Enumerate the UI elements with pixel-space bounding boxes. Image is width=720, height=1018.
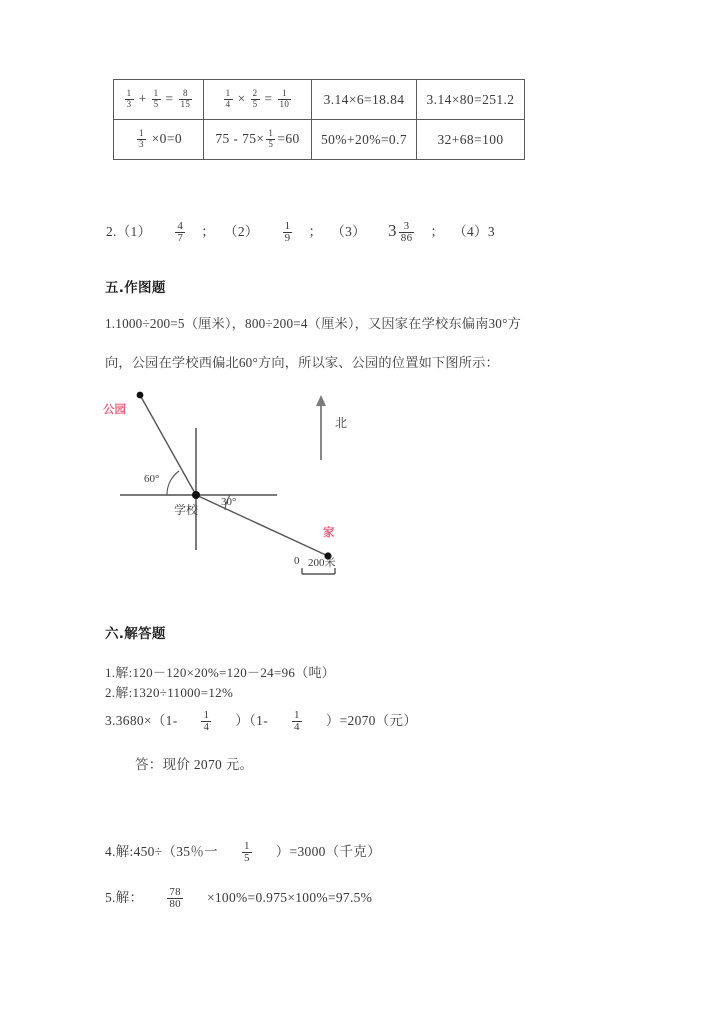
direction-diagram [95,378,395,583]
fraction-3-86: $\frac{3}{86}$ [400,219,413,244]
north-arrow-head [316,395,326,406]
diagram-svg [95,378,395,583]
fraction-78-80: $\frac{78}{80}$ [169,885,181,910]
table-cell-r2c2 [204,120,312,160]
table-row [114,80,525,120]
fraction-1-3: $\frac{1}{3}$ [138,128,144,149]
semicolon-3: ； [430,224,445,239]
section-6-item-1: 1.解:120－120×20%=120－24=96（吨） [105,665,336,680]
ray-to-home [196,495,328,556]
item-2-label: 2. [106,224,117,239]
item-3-suffix: ）=2070（元） [325,713,418,728]
fraction-1-3: $\frac{1}{3}$ [126,88,132,109]
fraction-8-15: $\frac{8}{15}$ [180,88,191,109]
table-cell-r1c4: 3.14×80=251.2 [417,80,525,120]
section-6-item-2: 2.解:1320÷11000=12% [105,685,234,700]
operator-equals: = [264,90,273,106]
fraction-1-5: $\frac{1}{5}$ [153,88,159,109]
fraction-2-5: $\frac{2}{5}$ [252,88,258,109]
home-label: 家 [323,525,335,539]
section-5-line-1: 1.1000÷200=5（厘米），800÷200=4（厘米），又因家在学校东偏南30°方 [105,316,521,331]
fraction-1-5: $\frac{1}{5}$ [243,839,250,864]
fraction-1-4: $\frac{1}{4}$ [203,708,210,733]
expression-suffix: =60 [277,130,300,146]
section-6-item-3 [105,709,417,734]
school-point [192,491,200,499]
north-label: 北 [335,416,348,430]
expression-prefix: 75 - 75× [215,130,265,146]
operator-times: × [237,90,246,106]
mixed-number-whole: 3 [387,221,397,240]
operator-equals: = [165,90,174,106]
table-cell-r1c3: 3.14×6=18.84 [312,80,417,120]
fraction-1-10: $\frac{1}{10}$ [279,88,290,109]
section-5-line-2: 向，公园在学校西偏北60°方向，所以家、公园的位置如下图所示： [105,355,499,370]
scale-value-label: 200米 [308,557,336,569]
item-4-suffix: ）=3000（千克） [275,844,381,859]
fraction-1-4: $\frac{1}{4}$ [225,88,231,109]
table-cell-r2c1 [114,120,204,160]
item-2-part2-open: （2） [224,224,259,239]
angle-arc-60 [167,471,179,495]
angle-30-label: 30° [221,496,237,508]
answers-table [113,79,525,160]
item-2-part3-open: （3） [331,224,366,239]
fraction-1-4: $\frac{1}{4}$ [294,708,300,733]
semicolon-1: ； [201,224,216,239]
expression-times-zero: ×0=0 [147,130,182,146]
fraction-1-5: $\frac{1}{5}$ [268,128,274,149]
semicolon-2: ； [308,224,323,239]
section-heading-6: 六.解答题 [105,626,166,642]
item-4-prefix: 4.解:450÷（35％一 [105,844,218,859]
item-2-answers [106,220,495,245]
section-heading-5: 五.作图题 [105,280,166,296]
section-6-answer-line: 答：现价 2070 元。 [135,757,254,772]
section-6-item-4 [105,840,381,865]
item-2-part4: （4）3 [453,224,495,239]
section-6-item-5 [105,886,372,911]
park-label: 公园 [103,402,126,416]
item-2-part1-open: （1） [116,224,152,239]
angle-60-label: 60° [144,473,160,485]
school-label: 学校 [174,503,199,517]
fraction-1-9: $\frac{1}{9}$ [284,219,291,244]
item-3-prefix: 3.3680×（1- [105,713,178,728]
item-5-suffix: ×100%=0.975×100%=97.5% [206,890,373,905]
item-3-mid: ）（1- [235,713,268,728]
operator-plus: + [138,90,147,106]
table-cell-r2c3: 50%+20%=0.7 [312,120,417,160]
table-row [114,120,525,160]
fraction-4-7: $\frac{4}{7}$ [177,219,184,244]
item-5-prefix: 5.解： [105,890,144,905]
table-cell-r1c2 [204,80,312,120]
table-cell-r1c1 [114,80,204,120]
scale-zero-label: 0 [294,555,300,567]
table-cell-r2c4: 32+68=100 [417,120,525,160]
park-point [137,392,144,399]
